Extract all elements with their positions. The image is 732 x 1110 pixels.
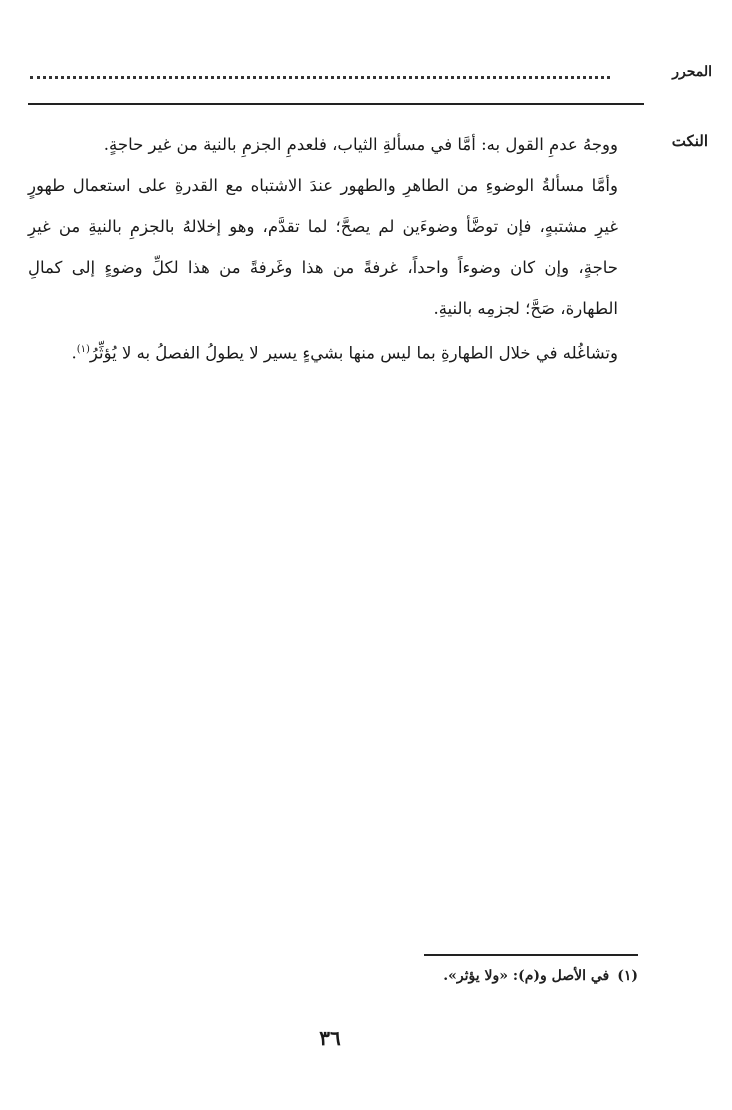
side-section-label: النكت xyxy=(671,132,708,150)
footnote-rule xyxy=(424,954,638,956)
header-dotted-leader xyxy=(30,70,610,79)
header-rule xyxy=(28,103,644,105)
paragraph-3 xyxy=(28,329,644,374)
footnote xyxy=(443,968,638,984)
header-section-label: المحرر xyxy=(672,64,712,80)
paragraph-3-end: . xyxy=(71,343,77,363)
main-text xyxy=(28,124,644,374)
footnote-number: (١) xyxy=(617,968,638,984)
page-number: ٣٦ xyxy=(319,1026,341,1050)
paragraph-1: ووجهُ عدمِ القول به: أمَّا في مسألةِ الثياب، فلعدمِ الجزمِ بالنية من غير حاجةٍ. xyxy=(103,135,618,154)
footnote-text: في الأصل و(م): «ولا يؤثر». xyxy=(443,968,610,984)
footnote-reference: (١) xyxy=(76,344,90,355)
paragraph-3-text: وتشاغُله في خلال الطهارةِ بما ليس منها بشيءٍ يسير لا يطولُ الفصلُ به لا يُؤثِّرُ xyxy=(89,343,618,363)
paragraph-2: وأمَّا مسألةُ الوضوءِ من الطاهرِ والطهور عندَ الاشتباه مع القدرةِ على استعمال طهورٍ غيرِ مشتبهٍ، فإن توضَّأ وضوءَين لم يصحَّ؛ لما تقدَّم، وهو إخلالهُ بالجزمِ بالنيةِ من غيرِ حاجةٍ، وإن كان وضوءاً واحداً، غرفةً من هذا وغَرفةً من هذا لكلِّ وضوءٍ إلى كمالِ الطهارة، صَحَّ؛ لجزمِه بالنيةِ. xyxy=(28,176,618,318)
